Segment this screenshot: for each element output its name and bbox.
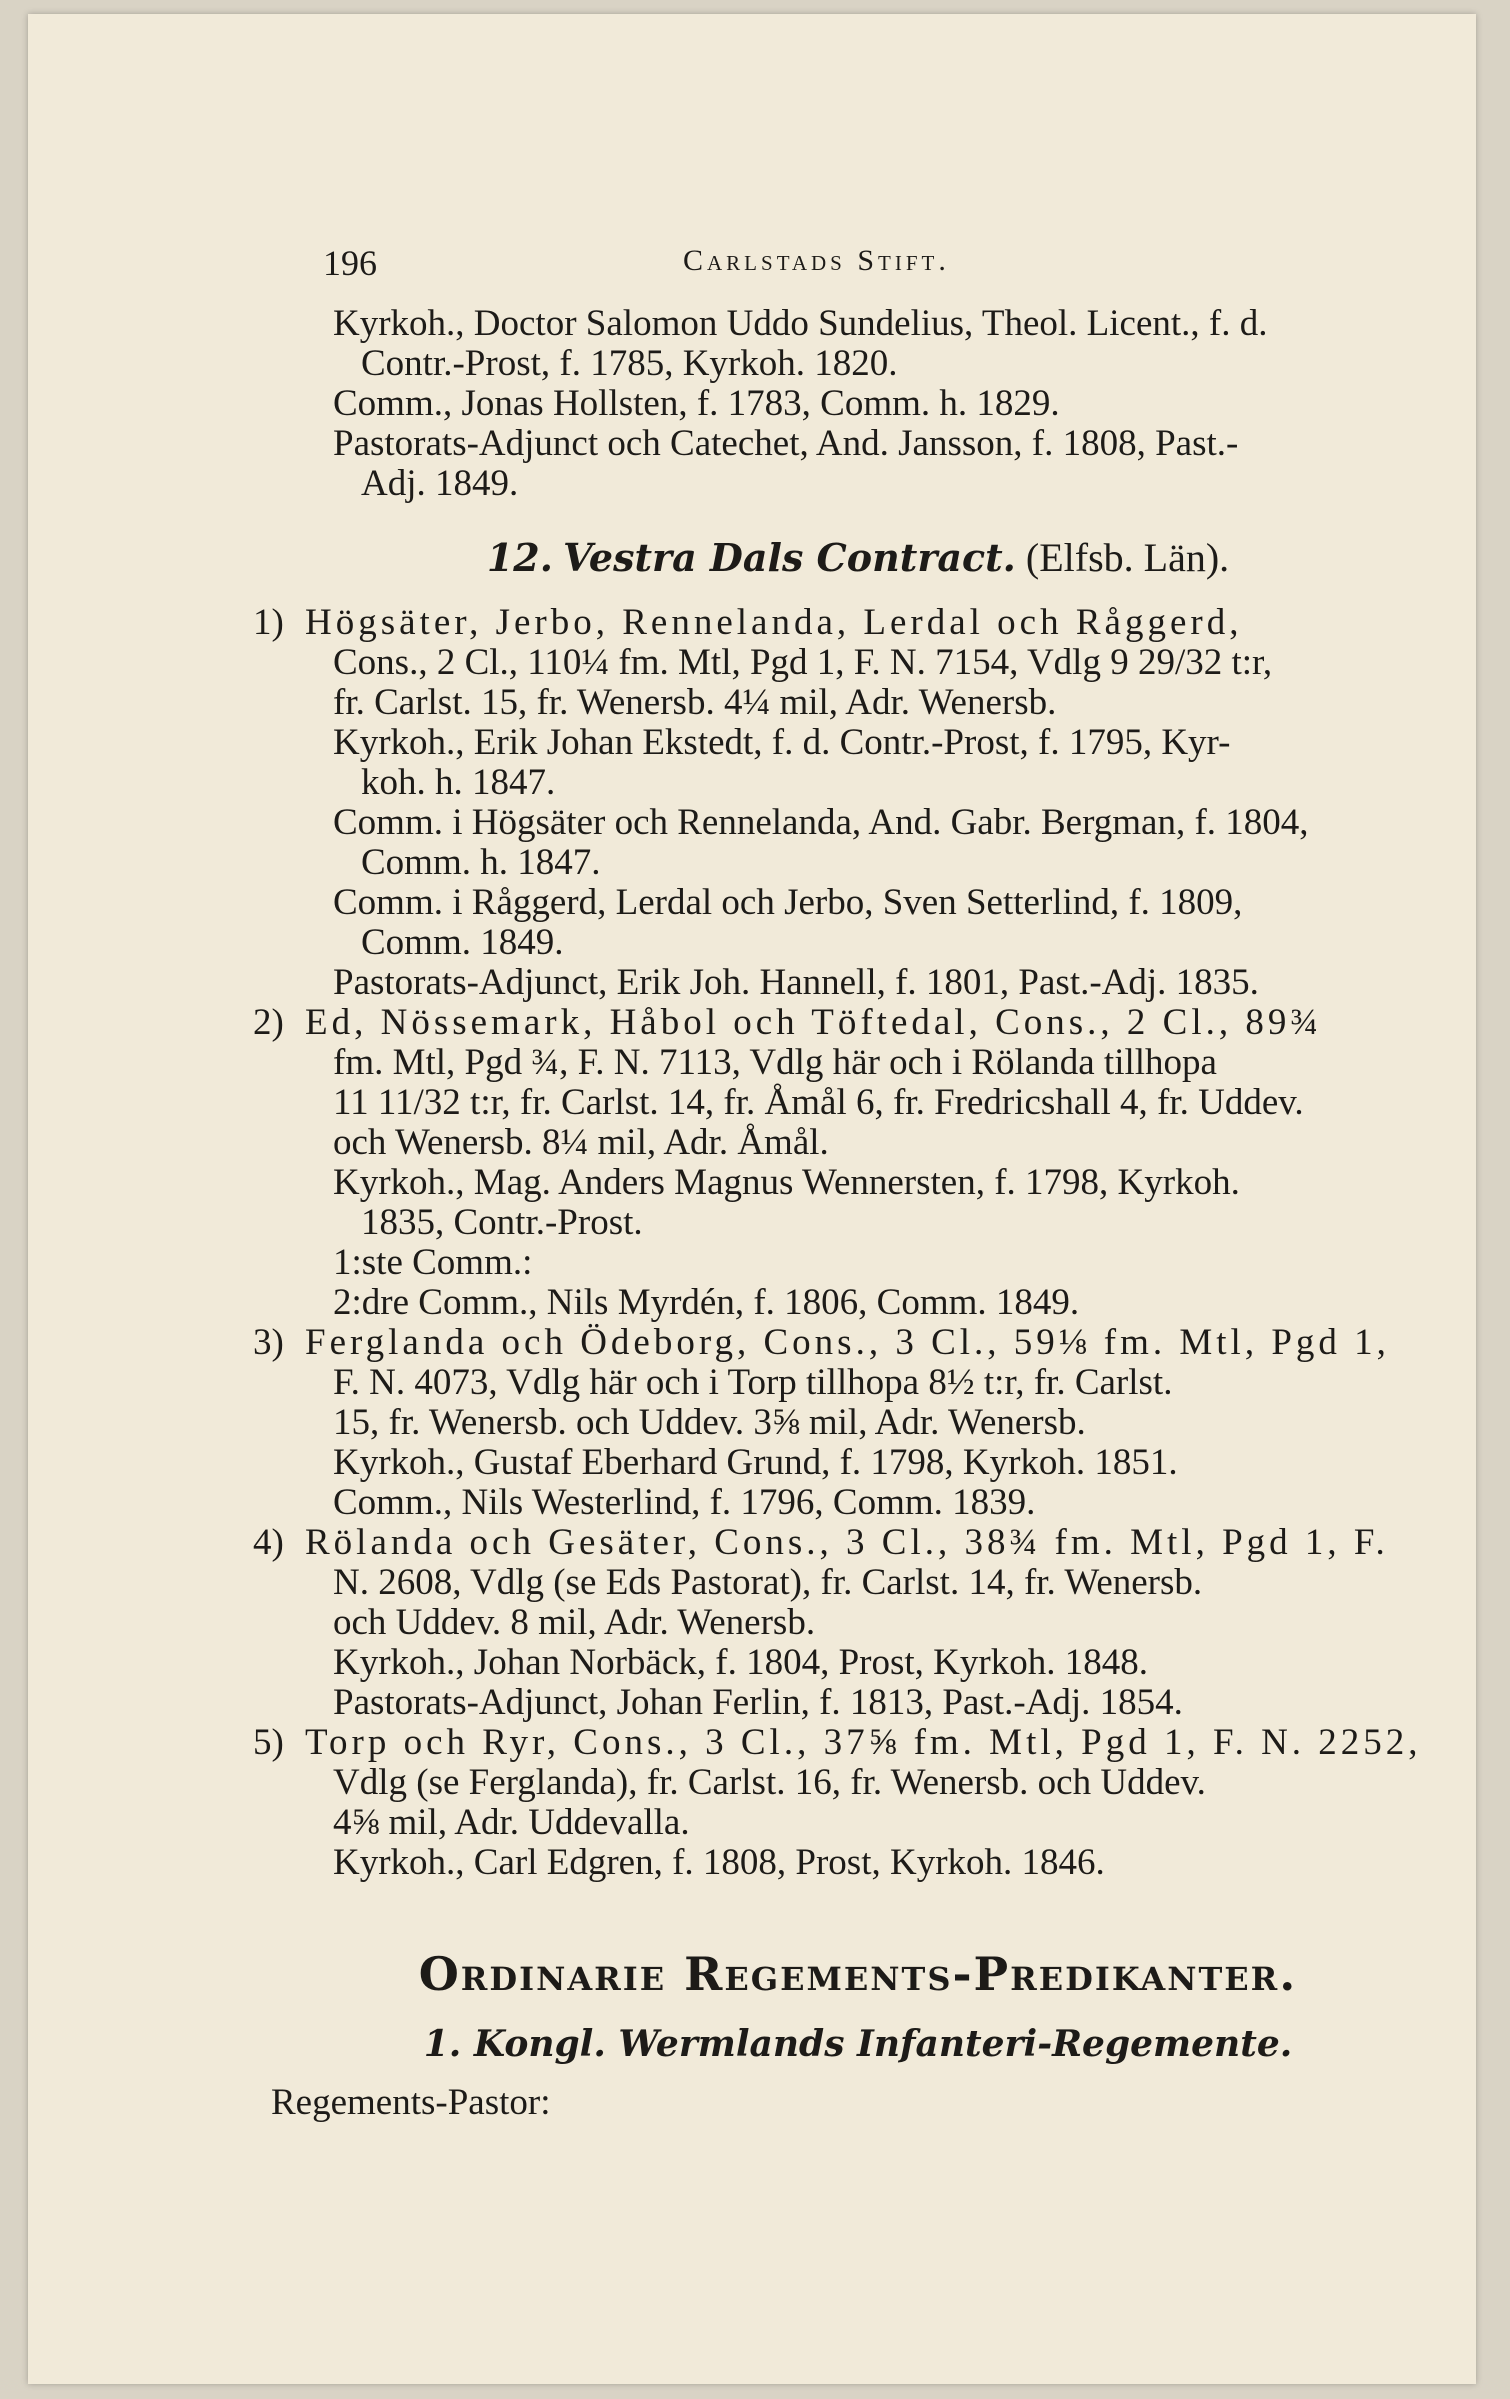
clergy-line: Kyrkoh., Erik Johan Ekstedt, f. d. Contr.-Prost, f. 1795, Kyr- — [333, 722, 1231, 763]
clergy-line: Kyrkoh., Mag. Anders Magnus Wennersten, f. 1798, Kyrkoh. — [333, 1162, 1240, 1203]
parish-line: och Uddev. 8 mil, Adr. Wenersb. — [333, 1602, 816, 1643]
parish-line: Vdlg (se Ferglanda), fr. Carlst. 16, fr. Wenersb. och Uddev. — [333, 1762, 1206, 1803]
parish-line: 11 11/32 t:r, fr. Carlst. 14, fr. Åmål 6, fr. Fredricshall 4, fr. Uddev. — [333, 1082, 1304, 1123]
intro-line: Adj. 1849. — [361, 463, 519, 504]
parish-number: 1) — [253, 602, 284, 643]
section-number: 12. — [486, 535, 553, 580]
clergy-line: Comm. h. 1847. — [361, 842, 601, 883]
parish-line: Ed, Nössemark, Håbol och Töftedal, Cons., 2 Cl., 89¾ — [305, 1002, 1323, 1043]
parish-number: 4) — [253, 1522, 284, 1563]
parish-line: F. N. 4073, Vdlg här och i Torp tillhopa 8½ t:r, fr. Carlst. — [333, 1362, 1173, 1403]
clergy-line: Comm. i Högsäter och Rennelanda, And. Gabr. Bergman, f. 1804, — [333, 802, 1309, 843]
intro-line: Kyrkoh., Doctor Salomon Uddo Sundelius, Theol. Licent., f. d. — [333, 303, 1268, 344]
running-title: Carlstads Stift. — [683, 244, 950, 277]
parish-entry — [253, 1523, 1463, 1723]
parish-line: fm. Mtl, Pgd ¾, F. N. 7113, Vdlg här och i Rölanda tillhopa — [333, 1042, 1217, 1083]
clergy-line: koh. h. 1847. — [361, 762, 556, 803]
clergy-line: Comm., Nils Westerlind, f. 1796, Comm. 1839. — [333, 1482, 1036, 1523]
parish-line: 4⅝ mil, Adr. Uddevalla. — [333, 1802, 690, 1843]
parish-line: N. 2608, Vdlg (se Eds Pastorat), fr. Carlst. 14, fr. Wenersb. — [333, 1562, 1203, 1603]
section-heading-12 — [253, 534, 1463, 581]
parish-line: Cons., 2 Cl., 110¼ fm. Mtl, Pgd 1, F. N. 7154, Vdlg 9 29/32 t:r, — [333, 642, 1273, 683]
regiment-heading: 1. Kongl. Wermlands Infanteri-Regemente. — [423, 2023, 1293, 2065]
clergy-line: Comm. 1849. — [361, 922, 564, 963]
page-content — [253, 214, 1463, 2123]
parish-line: fr. Carlst. 15, fr. Wenersb. 4¼ mil, Adr. Wenersb. — [333, 682, 1057, 723]
parish-line: Torp och Ryr, Cons., 3 Cl., 37⅝ fm. Mtl, Pgd 1, F. N. 2252, — [305, 1722, 1422, 1763]
parish-entry — [253, 1723, 1463, 1883]
clergy-line: Kyrkoh., Gustaf Eberhard Grund, f. 1798, Kyrkoh. 1851. — [333, 1442, 1178, 1483]
parish-line: Ferglanda och Ödeborg, Cons., 3 Cl., 59⅛ fm. Mtl, Pgd 1, — [305, 1322, 1390, 1363]
parish-entry — [253, 1323, 1463, 1523]
section-title: Vestra Dals Contract. — [562, 535, 1016, 580]
clergy-line: Kyrkoh., Carl Edgren, f. 1808, Prost, Kyrkoh. 1846. — [333, 1842, 1105, 1883]
section-suffix: (Elfsb. Län). — [1025, 535, 1230, 580]
intro-block — [253, 304, 1463, 504]
clergy-line: 1:ste Comm.: — [333, 1242, 533, 1283]
page-header — [253, 214, 1463, 304]
clergy-line: Pastorats-Adjunct, Johan Ferlin, f. 1813, Past.-Adj. 1854. — [333, 1682, 1183, 1723]
page — [28, 14, 1476, 2384]
parish-line: Rölanda och Gesäter, Cons., 3 Cl., 38¾ fm. Mtl, Pgd 1, F. — [305, 1522, 1389, 1563]
clergy-line: 1835, Contr.-Prost. — [361, 1202, 643, 1243]
parish-number: 2) — [253, 1002, 284, 1043]
parish-line: 15, fr. Wenersb. och Uddev. 3⅝ mil, Adr. Wenersb. — [333, 1402, 1086, 1443]
clergy-line: 2:dre Comm., Nils Myrdén, f. 1806, Comm. 1849. — [333, 1282, 1080, 1323]
intro-line: Comm., Jonas Hollsten, f. 1783, Comm. h. 1829. — [333, 383, 1060, 424]
intro-line: Pastorats-Adjunct och Catechet, And. Jansson, f. 1808, Past.- — [333, 423, 1239, 464]
page-number: 196 — [323, 243, 377, 283]
parish-line: Högsäter, Jerbo, Rennelanda, Lerdal och Råggerd, — [305, 602, 1243, 643]
clergy-line: Pastorats-Adjunct, Erik Joh. Hannell, f. 1801, Past.-Adj. 1835. — [333, 962, 1259, 1003]
parish-number: 3) — [253, 1322, 284, 1363]
regements-pastor-label: Regements-Pastor: — [271, 2082, 551, 2123]
parish-number: 5) — [253, 1722, 284, 1763]
clergy-line: Comm. i Råggerd, Lerdal och Jerbo, Sven Setterlind, f. 1809, — [333, 882, 1243, 923]
parish-entry — [253, 1003, 1463, 1323]
intro-line: Contr.-Prost, f. 1785, Kyrkoh. 1820. — [361, 343, 898, 384]
parish-entry — [253, 603, 1463, 1003]
parish-line: och Wenersb. 8¼ mil, Adr. Åmål. — [333, 1122, 829, 1163]
ordinarie-heading: Ordinarie Regements-Predikanter. — [418, 1947, 1298, 2001]
clergy-line: Kyrkoh., Johan Norbäck, f. 1804, Prost, Kyrkoh. 1848. — [333, 1642, 1148, 1683]
